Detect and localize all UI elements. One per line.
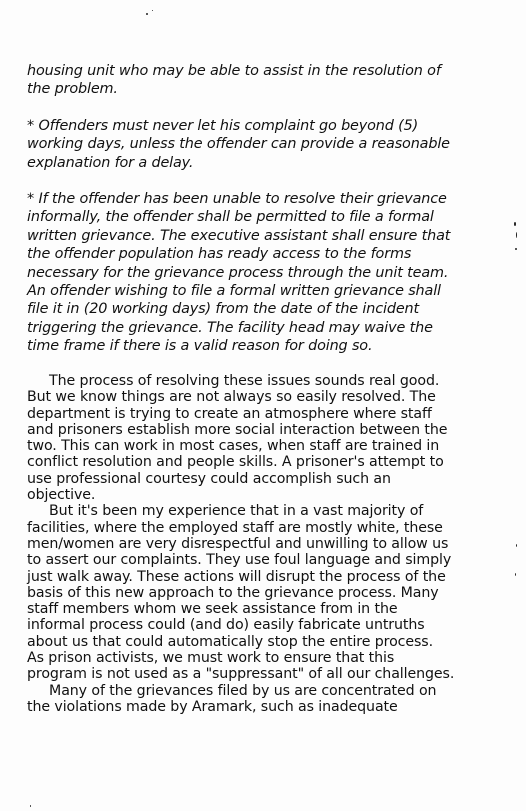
scan-speck — [514, 222, 516, 226]
scan-speck — [515, 248, 517, 250]
scan-speck — [152, 10, 153, 11]
text-line: basis of this new approach to the grievance process. Many — [27, 584, 439, 601]
text-line: But it's been my experience that in a vast majority of — [27, 503, 424, 520]
text-line: just walk away. These actions will disrupt the process of the — [27, 568, 446, 585]
scan-speck — [146, 13, 148, 15]
text-line: Many of the grievances filed by us are concentrated on — [27, 682, 437, 699]
text-line: * If the offender has been unable to resolve their grievance — [27, 191, 447, 207]
text-line: two. This can work in most cases, when staff are trained in — [27, 438, 440, 455]
text-line: men/women are very disrespectful and unwilling to allow us — [27, 535, 449, 552]
text-line: about us that could automatically stop the entire process. — [27, 633, 433, 650]
text-line: and prisoners establish more social interaction between the — [27, 421, 448, 438]
text-line: facilities, where the employed staff are mostly white, these — [27, 519, 443, 536]
text-line: conflict resolution and people skills. A prisoner's attempt to — [27, 454, 444, 471]
text-line: written grievance. The executive assistant shall ensure that — [27, 227, 451, 244]
text-line: working days, unless the offender can provide a reasonable — [27, 136, 450, 153]
text-line: staff members whom we seek assistance from in the — [27, 601, 398, 618]
text-line: department is trying to create an atmosphere where staff — [27, 405, 432, 422]
text-line: file it in (20 working days) from the date of the incident — [27, 301, 420, 318]
text-line: program is not used as a "suppressant" of all our challenges. — [27, 666, 455, 683]
text-line: objective. — [27, 487, 96, 504]
text-line: informally, the offender shall be permitted to file a formal — [27, 209, 434, 226]
bullet-paragraph-formal-grievance — [27, 190, 499, 356]
scan-speck — [516, 544, 517, 547]
text-line: * Offenders must never let his complaint go beyond (5) — [27, 118, 419, 134]
text-line: time frame if there is a valid reason for doing so. — [27, 338, 373, 355]
text-line: informal process could (and do) easily fabricate untruths — [27, 617, 425, 634]
text-line: the violations made by Aramark, such as inadequate — [27, 698, 398, 715]
scan-speck — [515, 573, 516, 576]
scan-speck — [516, 232, 517, 238]
text-line: housing unit who may be able to assist in the resolution of — [27, 63, 441, 79]
text-line: to assert our complaints. They use foul language and simply — [27, 552, 452, 569]
text-line: An offender wishing to file a formal written grievance shall — [27, 283, 441, 300]
text-line: necessary for the grievance process through the unit team. — [27, 264, 449, 281]
text-line: As prison activists, we must work to ensure that this — [27, 650, 395, 667]
text-line: the offender population has ready access to the forms — [27, 246, 412, 263]
text-line: the problem. — [27, 81, 118, 98]
intro-paragraph — [27, 62, 499, 99]
body-text — [27, 373, 502, 715]
text-line: explanation for a delay. — [27, 154, 194, 171]
text-line: But we know things are not always so easily resolved. The — [27, 389, 436, 406]
text-line: use professional courtesy could accomplish such an — [27, 470, 391, 487]
text-line: The process of resolving these issues sounds real good. — [27, 373, 440, 389]
text-line: triggering the grievance. The facility head may waive the — [27, 319, 433, 336]
bullet-paragraph-deadline — [27, 117, 499, 172]
scan-speck — [30, 805, 31, 807]
